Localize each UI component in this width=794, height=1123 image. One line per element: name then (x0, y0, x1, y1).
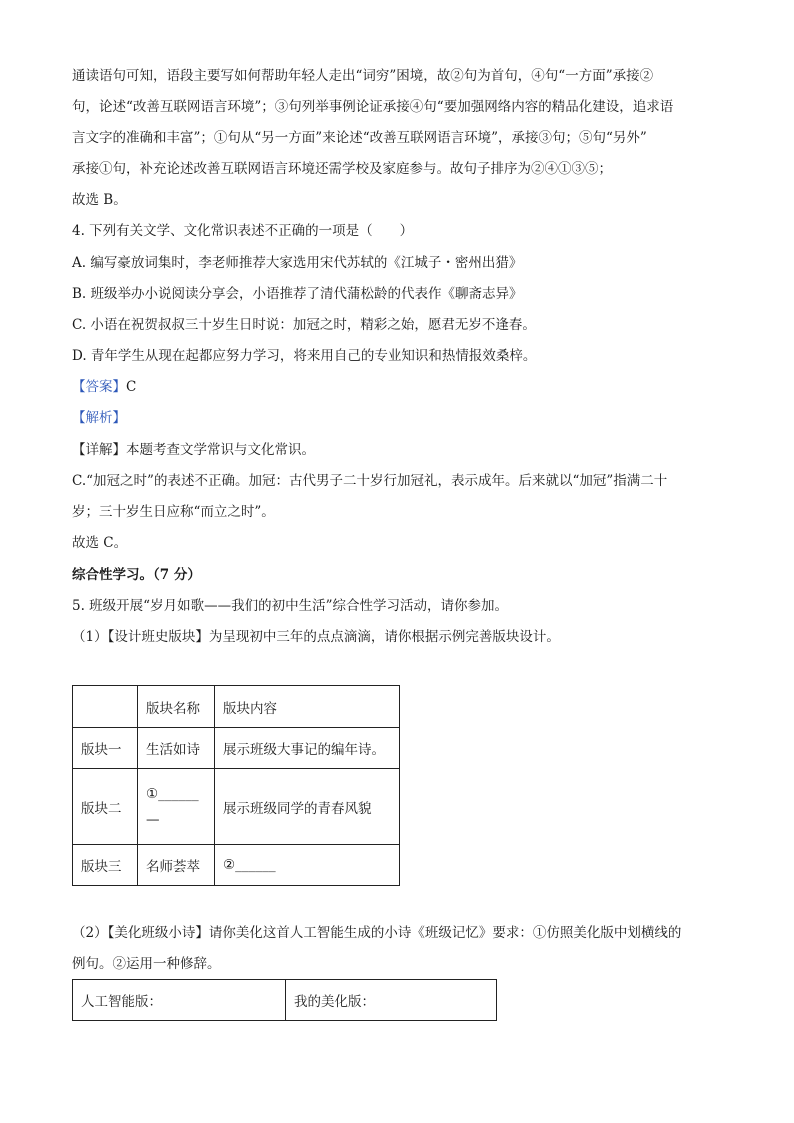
detail-text: 本题考查文学常识与文化常识。 (126, 442, 315, 458)
option-c: C. 小语在祝贺叔叔三十岁生日时说：加冠之时，精彩之始，愿君无岁不逢春。 (72, 317, 536, 333)
table-cell: 版块二 (73, 769, 138, 845)
blank-cell-2[interactable]: ②______ (215, 845, 400, 886)
table-header-cell (73, 686, 138, 728)
poem-table (72, 979, 497, 1021)
table-row (73, 980, 497, 1021)
option-b: B. 班级举办小说阅读分享会，小语推荐了清代蒲松龄的代表作《聊斋志异》 (72, 286, 523, 302)
table-cell: 展示班级大事记的编年诗。 (215, 728, 400, 769)
option-a: A. 编写豪放词集时，李老师推荐大家选用宋代苏轼的《江城子・密州出猎》 (72, 255, 523, 271)
answer-tag: 【答案】 (72, 379, 126, 395)
answer-line (72, 377, 136, 397)
ai-version-cell: 人工智能版： (73, 980, 286, 1021)
table-cell: 版块三 (73, 845, 138, 886)
section-title: 综合性学习。（7 分） (72, 567, 201, 583)
paragraph-line: 承接①句，补充论述改善互联网语言环境还需学校及家庭参与。故句子排序为②④①③⑤； (72, 161, 612, 177)
paragraph-line: 故选 B。 (72, 192, 127, 208)
table-cell: 生活如诗 (138, 728, 215, 769)
blank-cell-1[interactable]: ①______ — (138, 769, 215, 845)
table-header-cell: 版块内容 (215, 686, 400, 728)
paragraph-line: 言文字的准确和丰富”；①句从“另一方面”来论述“改善互联网语言环境”，承接③句；⑤句“另外” (72, 130, 647, 146)
table-cell: 展示班级同学的青春风貌 (215, 769, 400, 845)
explanation-line: 岁；三十岁生日应称“而立之时”。 (72, 504, 275, 520)
choose-line: 故选 C。 (72, 535, 128, 551)
question-5-stem: 5. 班级开展“岁月如歌——我们的初中生活”综合性学习活动，请你参加。 (72, 598, 508, 614)
table-row (73, 845, 400, 886)
my-version-cell[interactable]: 我的美化版： (286, 980, 497, 1021)
question-5-part-2-cont: 例句。②运用一种修辞。 (72, 956, 221, 972)
table-header-cell: 版块名称 (138, 686, 215, 728)
analysis-tag: 【解析】 (72, 410, 126, 426)
paragraph-line: 通读语句可知，语段主要写如何帮助年轻人走出“词穷”困境，故②句为首句，④句“一方面”承接② (72, 68, 654, 84)
table-header-row (73, 686, 400, 728)
analysis-line (72, 408, 126, 428)
table-cell: 名师荟萃 (138, 845, 215, 886)
question-5-part-2: （2）【美化班级小诗】请你美化这首人工智能生成的小诗《班级记忆》要求：①仿照美化版中划横线的 (72, 925, 682, 941)
question-4-stem: 4. 下列有关文学、文化常识表述不正确的一项是（ ） (72, 223, 414, 239)
answer-value: C (126, 379, 137, 395)
detail-tag: 【详解】 (72, 442, 126, 458)
question-5-part-1: （1）【设计班史版块】为呈现初中三年的点点滴滴，请你根据示例完善版块设计。 (72, 629, 560, 645)
option-d: D. 青年学生从现在起都应努力学习，将来用自己的专业知识和热情报效桑梓。 (72, 348, 537, 364)
detail-line (72, 440, 315, 460)
section-design-table (72, 685, 400, 886)
table-row (73, 728, 400, 769)
table-cell: 版块一 (73, 728, 138, 769)
table-row (73, 769, 400, 845)
paragraph-line: 句，论述“改善互联网语言环境”；③句列举事例论证承接④句“要加强网络内容的精品化建设，追求语 (72, 99, 674, 115)
explanation-line: C.“加冠之时”的表述不正确。加冠：古代男子二十岁行加冠礼，表示成年。后来就以“加冠”指满二十 (72, 473, 668, 489)
